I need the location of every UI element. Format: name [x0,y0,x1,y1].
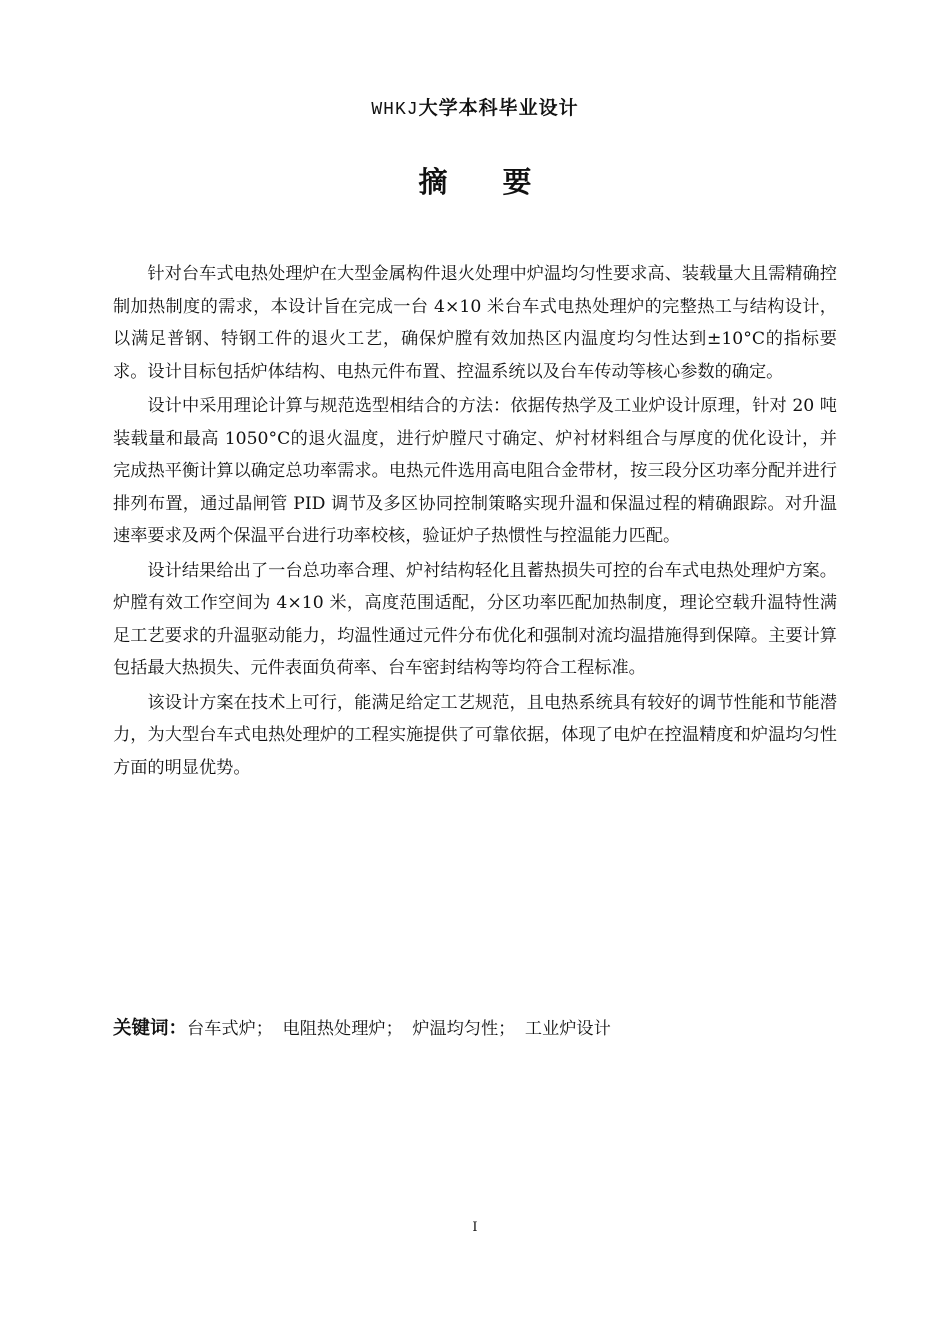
keyword-3: 炉温均匀性； [412,1019,516,1039]
abstract-paragraph-4: 该设计方案在技术上可行，能满足给定工艺规范，且电热系统具有较好的调节性能和节能潜力，为大型台车式电热处理炉的工程实施提供了可靠依据，体现了电炉在控温精度和炉温均匀性方面的明显优势。 [113,692,837,778]
abstract-paragraph-3: 设计结果给出了一台总功率合理、炉衬结构轻化且蓄热损失可控的台车式电热处理炉方案。炉膛有效工作空间为 4×10 米，高度范围适配，分区功率匹配加热制度，理论空载升温特性满足工艺要求的升温驱动能力，均温性通过元件分布优化和强制对流均温措施得到保障。主要计算包括最大热损失、元件表面负荷率、台车密封结构等均符合工程标准。 [113,560,837,678]
abstract-paragraph-2: 设计中采用理论计算与规范选型相结合的方法：依据传热学及工业炉设计原理，针对 20 吨装载量和最高 1050°C的退火温度，进行炉膛尺寸确定、炉衬材料组合与厚度的优化设计，并完成热平衡计算以确定总功率需求。电热元件选用高电阻合金带材，按三段分区功率分配并进行排列布置，通过晶闸管 PID 调节及多区协同控制策略实现升温和保温过程的精确跟踪。对升温速率要求及两个保温平台进行功率校核，验证炉子热惯性与控温能力匹配。 [113,396,837,546]
header-prefix: WHKJ [371,100,419,120]
keywords-label: 关键词： [113,1018,188,1039]
keyword-1: 台车式炉； [187,1019,273,1039]
keyword-4: 工业炉设计 [524,1019,611,1039]
keyword-2: 电阻热处理炉； [282,1019,403,1039]
page-title: 摘要 [418,165,587,199]
page-header [0,96,950,122]
abstract-paragraph-1: 针对台车式电热处理炉在大型金属构件退火处理中炉温均匀性要求高、装载量大且需精确控制加热制度的需求，本设计旨在完成一台 4×10 米台车式电热处理炉的完整热工与结构设计，以满足普钢、特钢工件的退火工艺，确保炉膛有效加热区内温度均匀性达到±10°C的指标要求。设计目标包括炉体结构、电热元件布置、控温系统以及台车传动等核心参数的确定。 [113,264,837,382]
page-number: I [472,1220,478,1235]
abstract-body [113,258,837,786]
header-school-name: 大学本科毕业设计 [418,97,579,119]
keywords-line [113,1015,615,1043]
